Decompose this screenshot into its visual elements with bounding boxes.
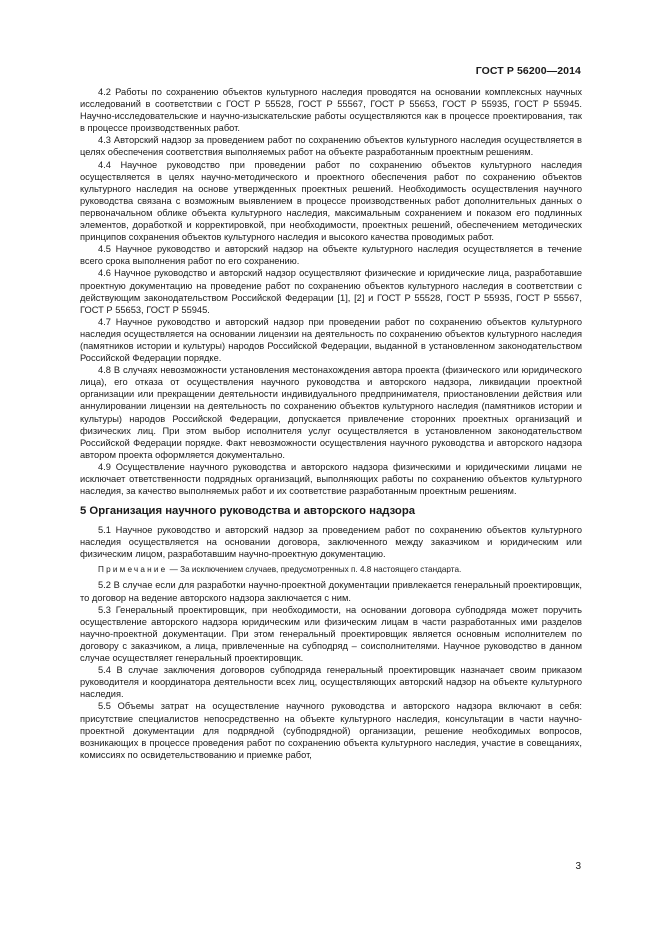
paragraph-4-7: 4.7 Научное руководство и авторский надзор при проведении работ по сохранению объектов культурного наследия осуществляется на основании лицензии на деятельность по сохранению объектов культурного наследия (памятников истории и культуры) народов Российской Федерации, выданной в установленном законодательством Российской Федерации порядке. [80, 316, 582, 364]
standard-id-header: ГОСТ Р 56200—2014 [475, 65, 581, 77]
paragraph-5-1: 5.1 Научное руководство и авторский надзор за проведением работ по сохранению объектов культурного наследия осуществляется на основании договора, заключенного между заказчиком и юридическим или физическим лицом, разработавшим научно-проектную документацию. [80, 525, 582, 560]
paragraph-4-4: 4.4 Научное руководство при проведении работ по сохранению объектов культурного наследия осуществляется в целях научно-методического и проектного обеспечения работ по сохранению объектов культурного наследия на основе утвержденных проектных решений. Необходимость осуществления научного руководства связана с возможным выявлением в процессе производственных работ дополнительных данных о первоначальном облике объекта культурного наследия, максимальным сохранением и показом его подлинных элементов, доработкой и корректировкой, при необходимости, проектных решений, обеспечением методических принципов сохранения объектов культурного наследия и высокого качества проводимых работ. [80, 159, 582, 243]
paragraph-5-5: 5.5 Объемы затрат на осуществление научного руководства и авторского надзора включают в себя: присутствие специалистов непосредственно на объекте культурного наследия, консультации в части научно-проектной документации для подрядной (субподрядной) организации, решение необходимых вопросов, возникающих в процессе проведения работ по сохранению объекта культурного наследия, участие в совещаниях, комиссиях по освидетельствованию и приемке работ, [80, 701, 582, 760]
note-label: Примечание [98, 565, 168, 575]
page-content [80, 86, 582, 761]
paragraph-4-6: 4.6 Научное руководство и авторский надзор осуществляют физические и юридические лица, разработавшие проектную документацию на проведение работ по сохранению объектов культурного наследия в соответствии с действующим законодательством Российской Федерации [1], [2] и ГОСТ Р 55528, ГОСТ Р 55935, ГОСТ Р 55567, ГОСТ Р 55653, ГОСТ Р 55945. [80, 268, 582, 315]
page-number: 3 [575, 861, 581, 872]
paragraph-4-5: 4.5 Научное руководство и авторский надзор на объекте культурного наследия осуществляется в течение всего срока выполнения работ по его сохранению. [80, 244, 582, 267]
paragraph-4-2: 4.2 Работы по сохранению объектов культурного наследия проводятся на основании комплексных научных исследований в соответствии с ГОСТ Р 55528, ГОСТ Р 55567, ГОСТ Р 55653, ГОСТ Р 55935, ГОСТ Р 55945. Научно-исследовательские и научно-изыскательские работы осуществляются как в процессе проектирования, так в процессе производственных работ. [80, 87, 582, 134]
note [80, 564, 582, 575]
paragraph-5-3: 5.3 Генеральный проектировщик, при необходимости, на основании договора субподряда может поручить осуществление авторского надзора юридическим или физическим лицам в части разработанных ими разделов научно-проектной документации. При этом генеральный проектировщик является основным исполнителем по договору с заказчиком, а лица, привлеченные на субподряд – соисполнителями. Научное руководство в данном случае осуществляет генеральный проектировщик. [80, 604, 582, 664]
paragraph-5-2: 5.2 В случае если для разработки научно-проектной документации привлекается генеральный проектировщик, то договор на ведение авторского надзора заключается с ним. [80, 580, 582, 603]
note-text: — За исключением случаев, предусмотренных п. 4.8 настоящего стандарта. [169, 565, 462, 575]
paragraph-4-8: 4.8 В случаях невозможности установления местонахождения автора проекта (физического или юридического лица), его отказа от осуществления научного руководства и авторского надзора, ликвидации проектной организации или прекращении деятельности индивидуального предпринимателя, приостановлении действия или аннулировании лицензии на деятельность по сохранению объектов культурного наследия (памятников истории и культуры) народов Российской Федерации, допускается привлечение сторонних проектных организаций и физических лиц. При этом выбор исполнителя услуг осуществляется в установленном законодательством Российской Федерации порядке. Факт невозможности осуществления научного руководства и авторского надзора автором проекта оформляется документально. [80, 365, 582, 460]
section-heading: 5 Организация научного руководства и авторского надзора [80, 505, 416, 518]
paragraph-4-9: 4.9 Осуществление научного руководства и авторского надзора физическими и юридическими лицами не исключает ответственности подрядных организаций, выполняющих работы по сохранению объектов культурного наследия, за качество выполняемых работ и их соответствие разработанным проектным решениям. [80, 461, 582, 497]
paragraph-4-3: 4.3 Авторский надзор за проведением работ по сохранению объектов культурного наследия осуществляется в целях обеспечения соответствия выполняемых работ на объекте разработанным проектным решениям. [80, 135, 582, 158]
paragraph-5-4: 5.4 В случае заключения договоров субподряда генеральный проектировщик назначает своим приказом руководителя и координатора деятельности всех лиц, осуществляющих авторский надзор на объекте культурного наследия. [80, 665, 582, 700]
